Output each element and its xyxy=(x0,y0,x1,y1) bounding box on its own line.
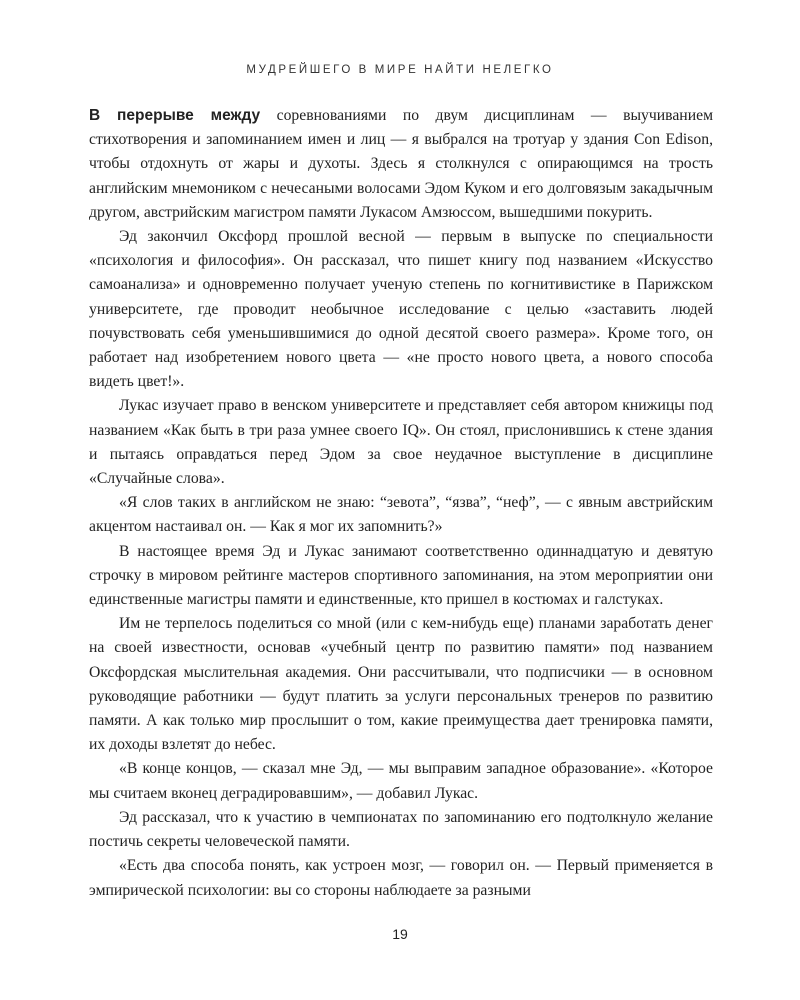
paragraph-7: «В конце концов, — сказал мне Эд, — мы выправим западное образование». «Которое мы считаем вконец деградировавшим», — добавил Лукас. xyxy=(89,760,713,802)
paragraph-5: В настоящее время Эд и Лукас занимают соответственно одиннадцатую и девятую строчку в мировом рейтинге мастеров спортивного запоминания, на этом мероприятии они единственные магистры памяти и единственные, кто пришел в костюмах и галстуках. xyxy=(89,542,713,609)
paragraph-8: Эд рассказал, что к участию в чемпионатах по запоминанию его подтолкнуло желание постичь секреты человеческой памяти. xyxy=(89,808,713,851)
paragraph-1-text: соревнованиями по двум дисциплинам — выучиванием стихотворения и запоминанием имен и лиц — я выбрался на тротуар у здания Con Edison, чтобы отдохнуть от жары и духоты. Здесь я столкнулся с опирающимся на трость английским мнемоником с нечесаными волосами Эдом Куком и его долговязым закадычным другом, австрийским магистром памяти Лукасом Амзюссом, вышедшими покурить. xyxy=(89,107,713,221)
paragraph-4: «Я слов таких в английском не знаю: “зевота”, “язва”, “неф”, — с явным австрийским акцентом настаивал он. — Как я мог их запомнить?» xyxy=(89,494,713,536)
page-number: 19 xyxy=(392,926,408,942)
paragraph-1 xyxy=(89,104,713,225)
running-head-title: МУДРЕЙШЕГО В МИРЕ НАЙТИ НЕЛЕГКО xyxy=(246,64,554,76)
paragraph-9: «Есть два способа понять, как устроен мозг, — говорил он. — Первый применяется в эмпирической психологии: вы со стороны наблюдаете за разными xyxy=(89,857,713,899)
body-text xyxy=(89,104,713,903)
paragraph-3: Лукас изучает право в венском университете и представляет себя автором книжицы под названием «Как быть в три раза умнее своего IQ». Он стоял, прислонившись к стене здания и пытаясь оправдаться перед Эдом за свое неудачное выступление в дисциплине «Случайные слова». xyxy=(89,397,713,488)
lead-in-bold: В перерыве между xyxy=(89,107,261,124)
paragraph-6: Им не терпелось поделиться со мной (или с кем-нибудь еще) планами заработать денег на своей известности, основав «учебный центр по развитию памяти» под названием Оксфордская мыслительная академия. Они рассчитывали, что подписчики — в основном руководящие работники — будут платить за услуги персональных тренеров по развитию памяти. А как только мир прослышит о том, какие преимущества дает тренировка памяти, их доходы взлетят до небес. xyxy=(89,615,713,754)
paragraph-2: Эд закончил Оксфорд прошлой весной — первым в выпуске по специальности «психология и философия». Он рассказал, что пишет книгу под названием «Искусство самоанализа» и одновременно получает ученую степень по когнитивистике в Парижском университете, где проводит необычное исследование с целью «заставить людей почувствовать себя уменьшившимися до одной десятой своего размера». Кроме того, он работает над изобретением нового цвета — «не просто нового цвета, а нового способа видеть цвет!». xyxy=(89,228,713,391)
